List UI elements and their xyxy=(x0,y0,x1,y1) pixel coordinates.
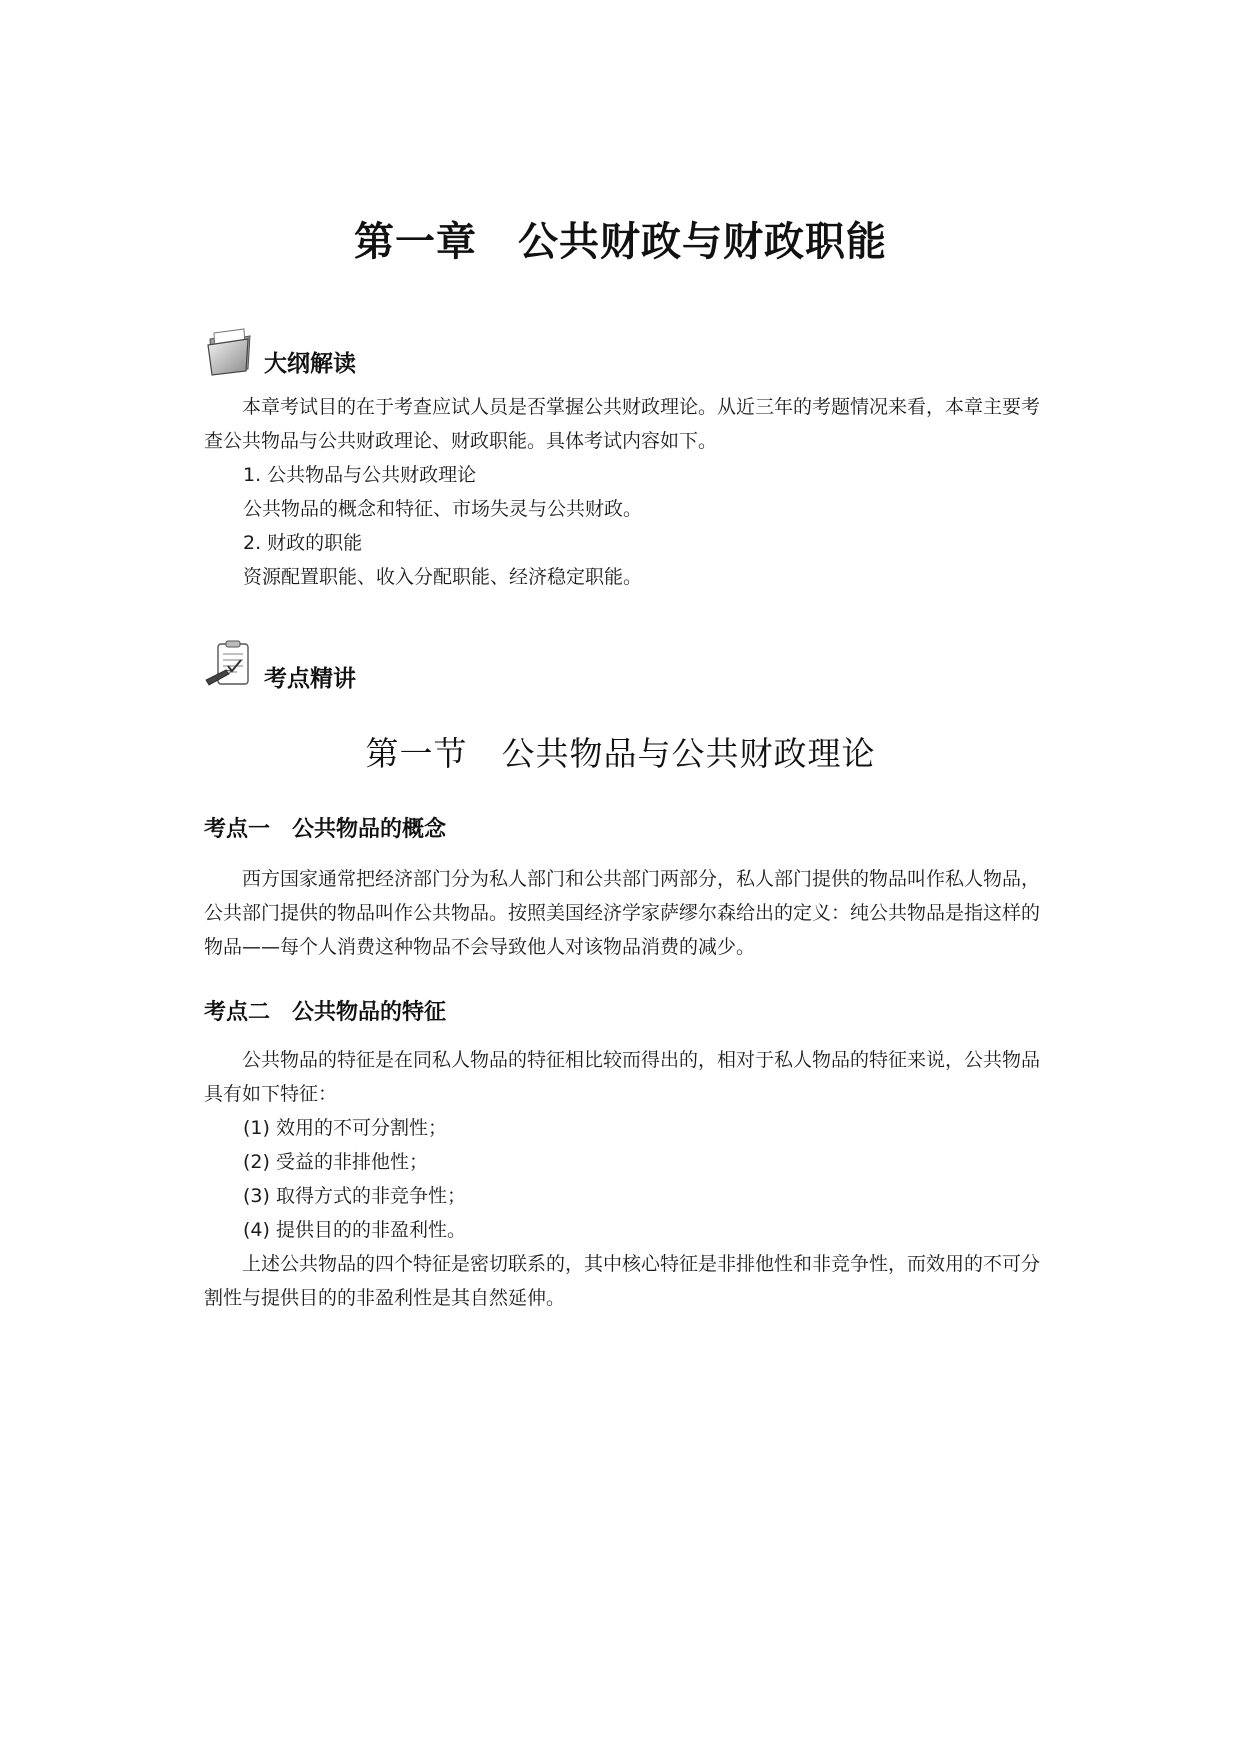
outline-item-1-title: 1. 公共物品与公共财政理论 xyxy=(243,464,477,486)
chapter-title: 第一章 公共财政与财政职能 xyxy=(354,218,887,265)
clipboard-pen-icon xyxy=(204,640,256,692)
outline-heading-label: 大纲解读 xyxy=(264,351,356,377)
point-1-body xyxy=(204,862,1040,964)
outline-intro-text: 本章考试目的在于考查应试人员是否掌握公共财政理论。从近三年的考题情况来看，本章主要考查公共物品与公共财政理论、财政职能。具体考试内容如下。 xyxy=(204,396,1041,452)
point-2-conclusion-text: 上述公共物品的四个特征是密切联系的，其中核心特征是非排他性和非竞争性，而效用的不可分割性与提供目的的非盈利性是其自然延伸。 xyxy=(204,1253,1041,1309)
folder-icon xyxy=(204,325,256,377)
key-points-heading-label: 考点精讲 xyxy=(264,666,356,692)
outline-item-2-content: 资源配置职能、收入分配职能、经济稳定职能。 xyxy=(243,566,643,588)
point-2-intro xyxy=(204,1043,1040,1111)
point-2-title: 考点二 公共物品的特征 xyxy=(204,1000,447,1025)
feature-item: (1) 效用的不可分割性； xyxy=(243,1117,447,1139)
section-title: 第一节 公共物品与公共财政理论 xyxy=(365,734,876,773)
feature-item: (2) 受益的非排他性； xyxy=(243,1151,428,1173)
feature-item: (4) 提供目的的非盈利性。 xyxy=(243,1219,466,1241)
feature-item: (3) 取得方式的非竞争性； xyxy=(243,1185,466,1207)
outline-item-2-title: 2. 财政的职能 xyxy=(243,532,363,554)
point-1-text: 西方国家通常把经济部门分为私人部门和公共部门两部分，私人部门提供的物品叫作私人物品，公共部门提供的物品叫作公共物品。按照美国经济学家萨缪尔森给出的定义：纯公共物品是指这样的物品——每个人消费这种物品不会导致他人对该物品消费的减少。 xyxy=(204,868,1041,958)
point-2-intro-text: 公共物品的特征是在同私人物品的特征相比较而得出的，相对于私人物品的特征来说，公共物品具有如下特征： xyxy=(204,1049,1041,1105)
point-2-conclusion xyxy=(204,1247,1040,1315)
point-1-title: 考点一 公共物品的概念 xyxy=(204,817,447,842)
outline-intro xyxy=(204,390,1040,458)
outline-item-1-content: 公共物品的概念和特征、市场失灵与公共财政。 xyxy=(243,498,643,520)
